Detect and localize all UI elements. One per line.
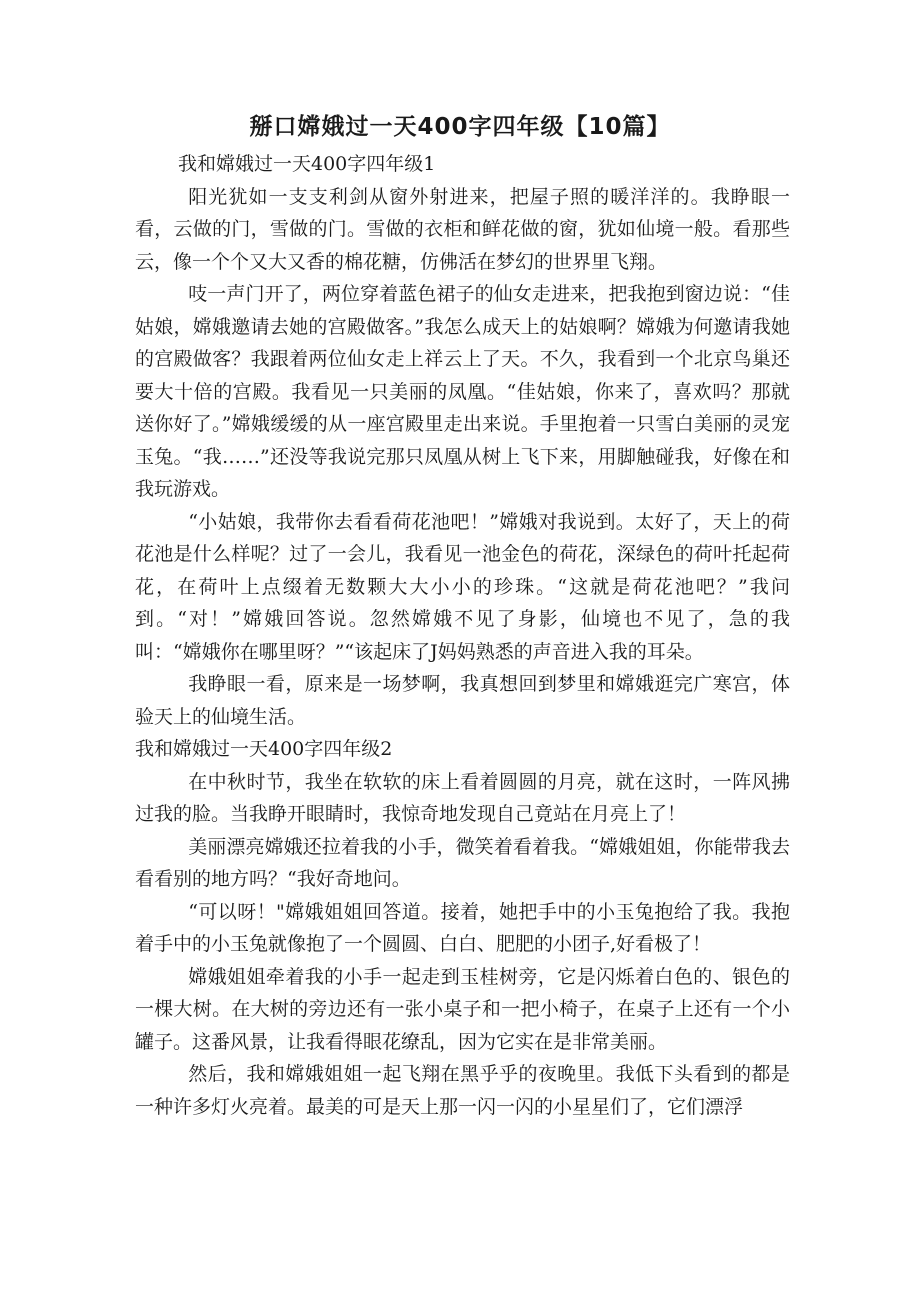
- paragraph: “小姑娘，我带你去看看荷花池吧！”嫦娥对我说到。太好了，天上的荷花池是什么样呢？过了一会儿，我看见一池金色的荷花，深绿色的荷叶托起荷花，在荷叶上点缀着无数颗大大小小的珍珠。“这就是荷花池吧？”我问到。“对！”嫦娥回答说。忽然嫦娥不见了身影，仙境也不见了，急的我叫：“嫦娥你在哪里呀？”“该起床了J妈妈熟悉的声音进入我的耳朵。: [135, 510, 790, 663]
- paragraph: 美丽漂亮嫦娥还拉着我的小手，微笑着看着我。“嫦娥姐姐，你能带我去看看别的地方吗？“我好奇地问。: [135, 835, 790, 890]
- paragraph: 我睁眼一看，原来是一场梦啊，我真想回到梦里和嫦娥逛完广寒宫，体验天上的仙境生活。: [135, 673, 790, 728]
- paragraph: “可以呀！"嫦娥姐姐回答道。接着，她把手中的小玉兔抱给了我。我抱着手中的小玉兔就像抱了一个圆圆、白白、肥肥的小团子,好看极了！: [135, 900, 790, 955]
- section-heading-1: 我和嫦娥过一天400字四年级1: [178, 153, 436, 175]
- document-body: [135, 148, 790, 1123]
- paragraph: 在中秋时节，我坐在软软的床上看着圆圆的月亮，就在这时，一阵风拂过我的脸。当我睁开眼睛时，我惊奇地发现自己竟站在月亮上了！: [135, 770, 790, 825]
- section-heading-2: 我和嫦娥过一天400字四年级2: [135, 738, 393, 760]
- paragraph: 阳光犹如一支支利剑从窗外射进来，把屋子照的暖洋洋的。我睁眼一看，云做的门，雪做的门。雪做的衣柜和鲜花做的窗，犹如仙境一般。看那些云，像一个个又大又香的棉花糖，仿佛活在梦幻的世界里飞翔。: [135, 185, 790, 273]
- paragraph: 吱一声门开了，两位穿着蓝色裙子的仙女走进来，把我抱到窗边说：“佳姑娘，嫦娥邀请去她的宫殿做客。”我怎么成天上的姑娘啊？嫦娥为何邀请我她的宫殿做客？我跟着两位仙女走上祥云上了天。不久，我看到一个北京鸟巢还要大十倍的宫殿。我看见一只美丽的凤凰。“佳姑娘，你来了，喜欢吗？那就送你好了。”嫦娥缓缓的从一座宫殿里走出来说。手里抱着一只雪白美丽的灵宠玉兔。“我……”还没等我说完那只凤凰从树上飞下来，用脚触碰我，好像在和我玩游戏。: [135, 283, 790, 500]
- paragraph: 嫦娥姐姐牵着我的小手一起走到玉桂树旁，它是闪烁着白色的、银色的一棵大树。在大树的旁边还有一张小桌子和一把小椅子，在桌子上还有一个小罐子。这番风景，让我看得眼花缭乱，因为它实在是非常美丽。: [135, 965, 790, 1053]
- document-title: 掰口嫦娥过一天400字四年级【10篇】: [249, 114, 671, 140]
- paragraph: 然后，我和嫦娥姐姐一起飞翔在黑乎乎的夜晚里。我低下头看到的都是一种许多灯火亮着。最美的可是天上那一闪一闪的小星星们了，它们漂浮: [135, 1063, 790, 1118]
